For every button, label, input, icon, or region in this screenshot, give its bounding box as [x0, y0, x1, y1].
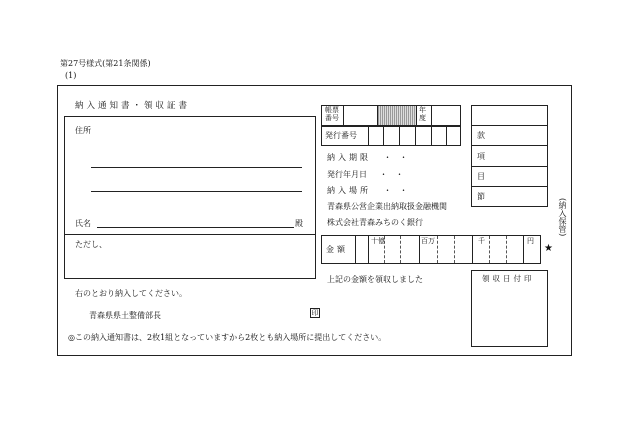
form-number: 第27号様式(第21条関係) — [60, 59, 151, 68]
voucher-label-2: 番号 — [325, 114, 339, 122]
issue-sep-4 — [415, 126, 416, 146]
address-label: 住所 — [75, 126, 91, 135]
issue-sep-2 — [383, 126, 384, 146]
request-text: 右のとおり納入してください。 — [75, 289, 187, 298]
amount-digit-3 — [400, 236, 401, 263]
form-title: 納入通知書・領収証書 — [75, 101, 191, 111]
budget-kan: 款 — [477, 131, 485, 140]
row-place — [327, 185, 408, 196]
voucher-sep-4 — [431, 105, 432, 126]
name-line — [97, 227, 294, 228]
amount-digit-8 — [489, 236, 490, 263]
honorific: 殿 — [295, 219, 303, 228]
row-place-value: ・ ・ — [383, 186, 408, 195]
row-place-label: 納入場所 — [327, 186, 371, 195]
amount-label: 金額 — [326, 245, 348, 254]
budget-kou: 項 — [477, 152, 485, 161]
seal-mark: 印 — [311, 309, 319, 317]
budget-moku: 目 — [477, 172, 485, 181]
row-deadline-label: 納入期限 — [327, 153, 371, 162]
row-issue-date-label: 発行年月日 — [327, 170, 367, 179]
year-label-1: 年 — [419, 106, 426, 114]
amount-digit-4 — [419, 235, 420, 264]
tadashi-label: ただし、 — [75, 240, 107, 249]
address-line-2 — [91, 191, 302, 192]
amount-digit-10 — [523, 235, 524, 264]
digit-million: 百万 — [421, 237, 435, 245]
digit-yen: 円 — [527, 237, 534, 245]
address-line-1 — [91, 167, 302, 168]
budget-setsu: 節 — [477, 192, 485, 201]
voucher-shaded — [378, 106, 416, 125]
row-deadline-value: ・ ・ — [383, 153, 408, 162]
year-label-2: 度 — [419, 114, 426, 122]
issuer: 青森県県土整備部長 — [89, 311, 161, 320]
row-issue-date-value: ・ ・ — [379, 170, 404, 179]
digit-billion: 十億 — [371, 237, 385, 245]
side-note: (納入保管) — [558, 198, 567, 237]
institution-2: 株式会社青森みちのく銀行 — [327, 218, 423, 227]
sub-number: (1) — [65, 71, 77, 80]
budget-row-3 — [471, 166, 548, 167]
voucher-label — [325, 106, 339, 122]
issue-sep-6 — [446, 126, 447, 146]
issue-sep-1 — [368, 126, 369, 146]
amount-digit-1 — [368, 235, 369, 264]
voucher-label-1: 帳票 — [325, 106, 339, 114]
institution-1: 青森県公営企業出納取扱金融機関 — [327, 202, 447, 211]
voucher-sep-1 — [343, 105, 344, 126]
voucher-sep-3 — [416, 105, 417, 126]
issue-sep-3 — [399, 126, 400, 146]
digit-thousand: 千 — [478, 237, 485, 245]
received-text: 上記の金額を領収しました — [327, 275, 423, 284]
stamp-label: 領収日付印 — [482, 274, 535, 283]
budget-row-1 — [471, 125, 548, 126]
row-issue-date — [327, 169, 404, 180]
issue-number-label: 発行番号 — [325, 131, 357, 140]
payer-box — [64, 116, 316, 279]
payer-divider — [64, 234, 316, 235]
amount-sep-main — [355, 235, 356, 264]
note: ◎この納入通知書は、2枚1組となっていますから2枚とも納入場所に提出してください。 — [68, 333, 387, 342]
name-label: 氏名 — [75, 219, 91, 228]
amount-digit-5 — [437, 236, 438, 263]
issue-sep-5 — [431, 126, 432, 146]
star-mark: ★ — [544, 243, 553, 254]
budget-row-2 — [471, 145, 548, 146]
amount-digit-7 — [472, 235, 473, 264]
budget-row-4 — [471, 186, 548, 187]
amount-digit-6 — [454, 236, 455, 263]
year-label — [419, 106, 426, 122]
amount-digit-9 — [506, 236, 507, 263]
row-deadline — [327, 152, 408, 163]
